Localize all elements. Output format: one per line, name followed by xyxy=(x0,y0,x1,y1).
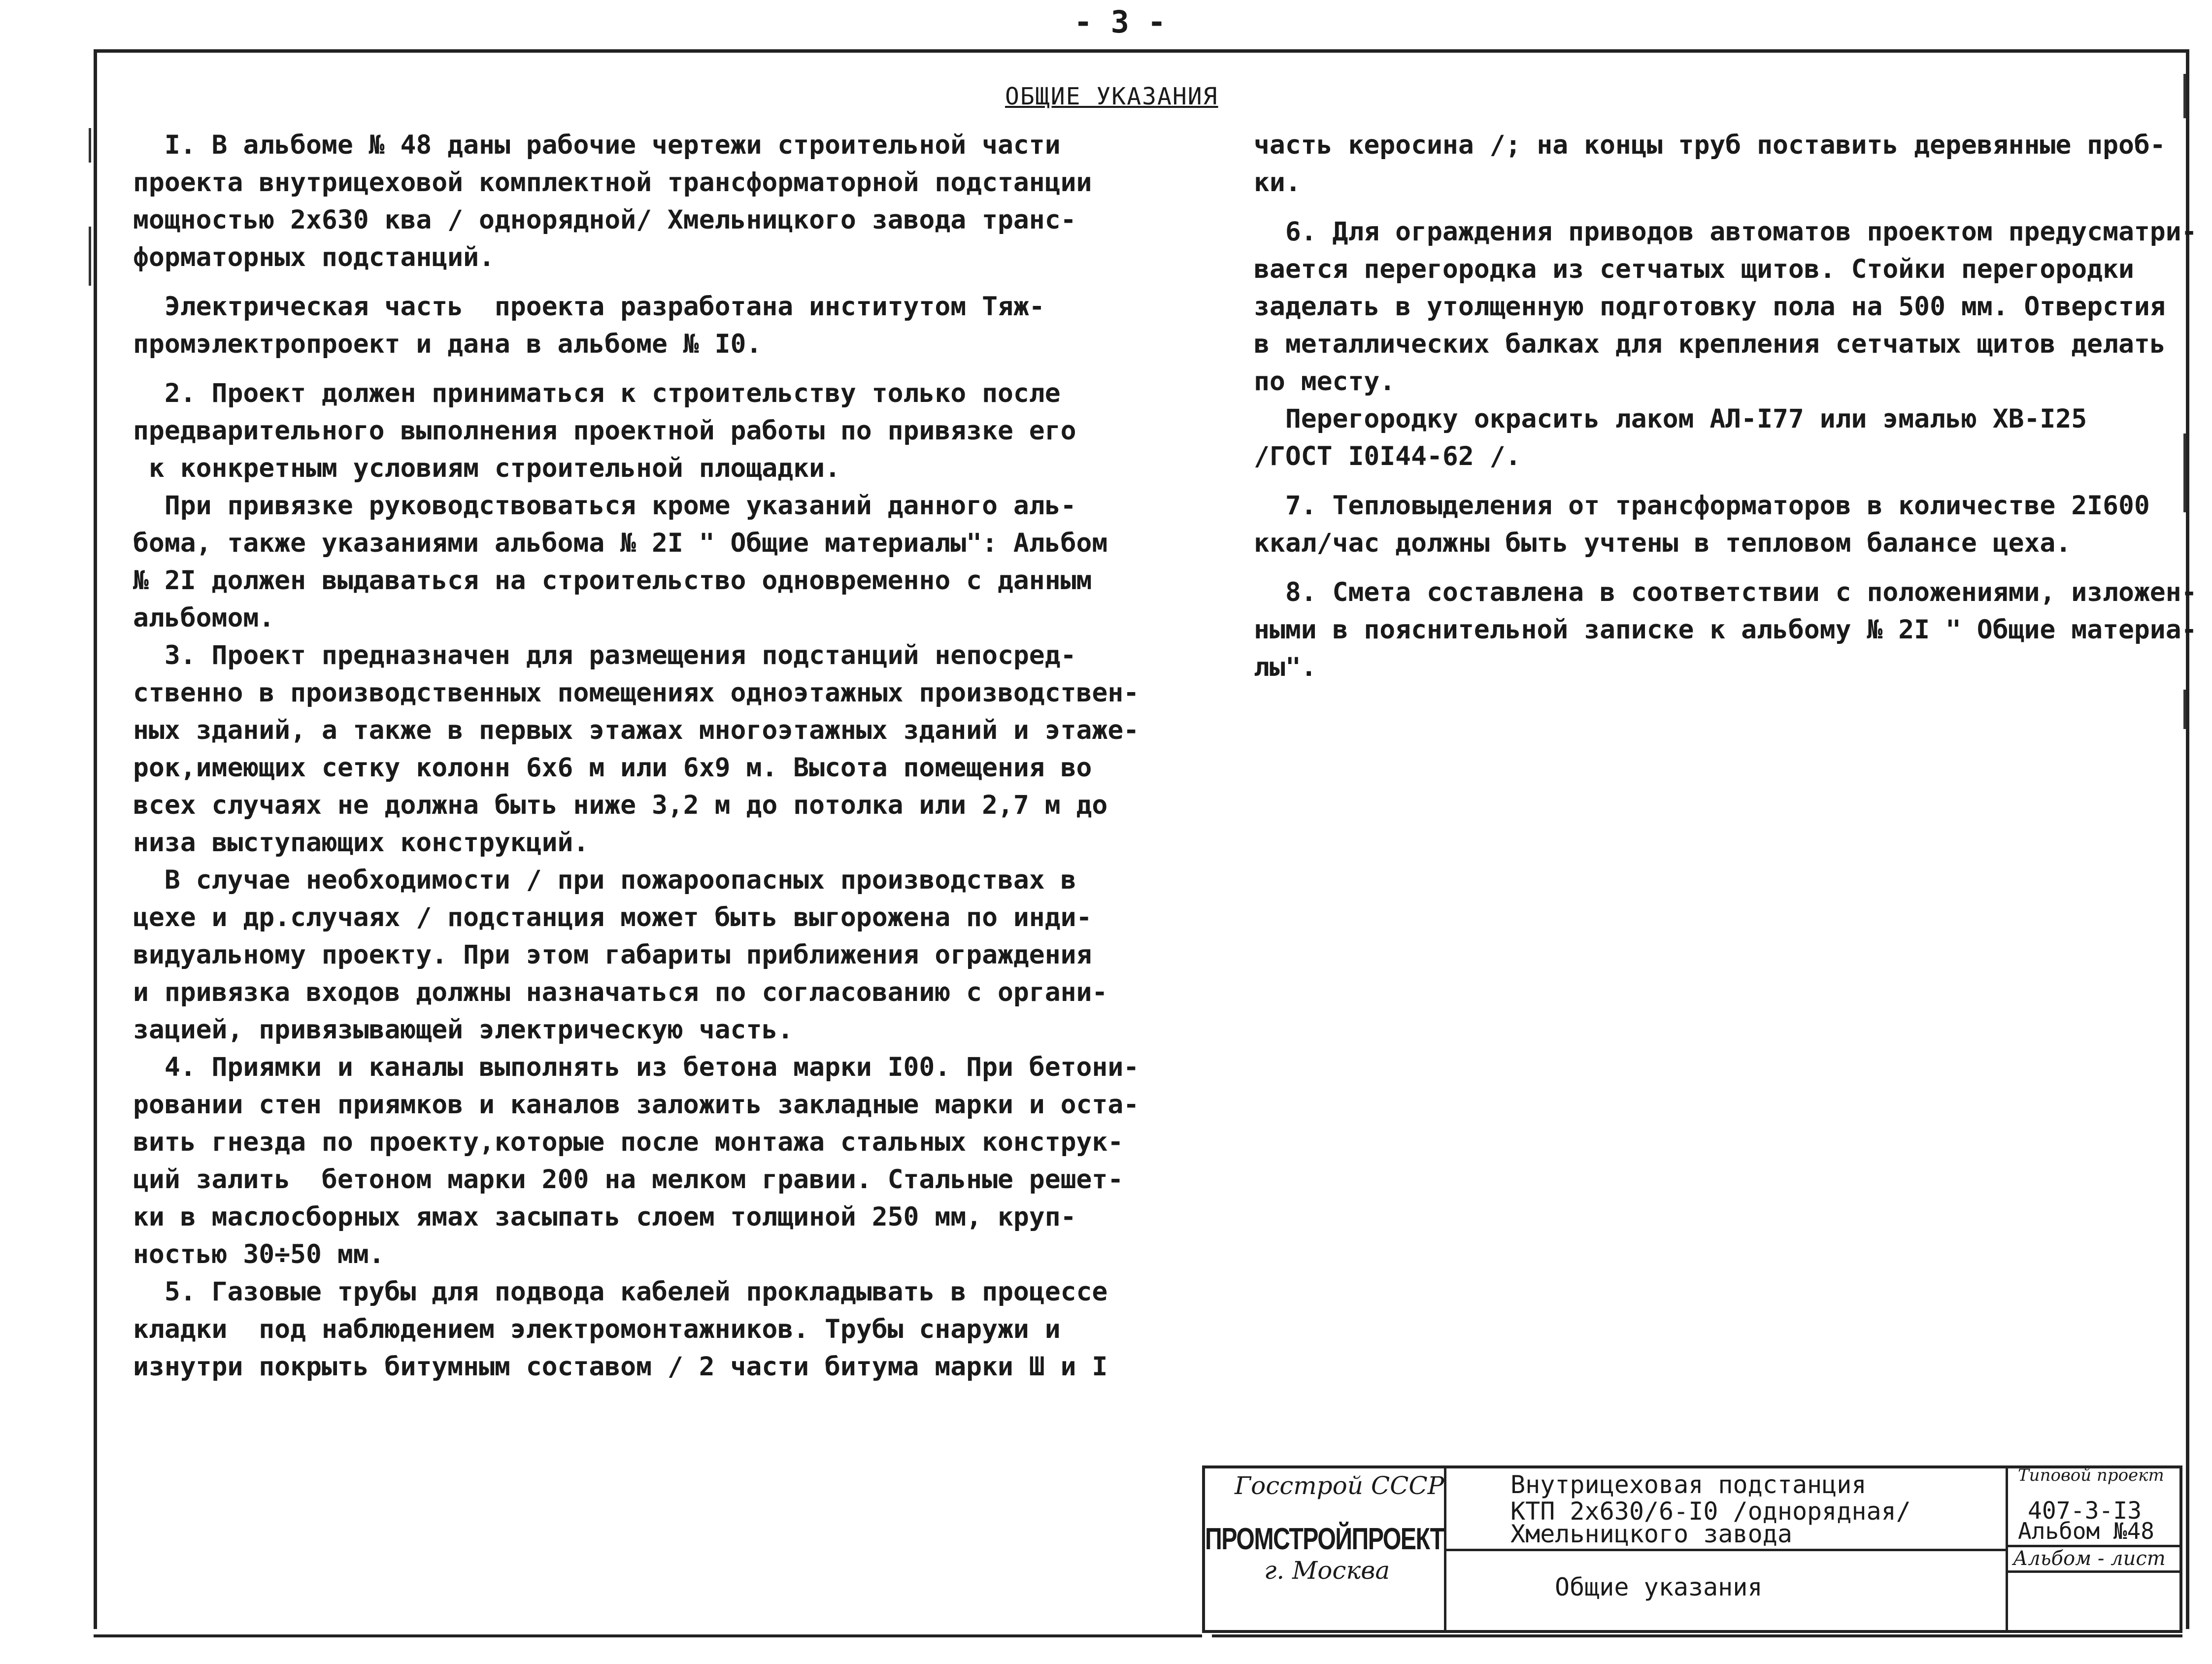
type-label: Типовой проект xyxy=(2018,1465,2164,1485)
paragraph-gap xyxy=(133,363,1139,375)
text-line: 7. Тепловыделения от трансформаторов в количестве 2I600 xyxy=(1254,491,2150,521)
text-line: кладки под наблюдением электромонтажников. Трубы снаружи и xyxy=(133,1314,1061,1344)
paragraph-gap xyxy=(133,276,1139,288)
text-line: /ГОСТ I0I44-62 /. xyxy=(1254,441,1521,471)
section-heading: ОБЩИЕ УКАЗАНИЯ xyxy=(1005,83,1218,110)
text-line: низа выступающих конструкций. xyxy=(133,828,589,858)
project-title-area xyxy=(1446,1468,2006,1551)
text-line: ных зданий, а также в первых этажах многоэтажных зданий и этаже- xyxy=(133,715,1140,745)
text-line: В случае необходимости / при пожароопасных производствах в xyxy=(133,865,1076,895)
project-title-line: КТП 2х630/6-I0 /однорядная/ xyxy=(1510,1497,1911,1526)
right-text-column xyxy=(1254,127,2197,686)
paragraph-gap xyxy=(1254,201,2197,213)
text-line: и привязка входов должны назначаться по согласованию с органи- xyxy=(133,977,1108,1007)
text-line: ки в маслосборных ямах засыпать слоем толщиной 250 мм, круп- xyxy=(133,1202,1076,1232)
text-line: № 2I должен выдаваться на строительство одновременно с данным xyxy=(133,566,1092,596)
text-line: ций залить бетоном марки 200 на мелком гравии. Стальные решет- xyxy=(133,1165,1124,1195)
text-line: 8. Смета составлена в соответствии с положениями, изложен- xyxy=(1254,577,2197,607)
text-line: альбомом. xyxy=(133,603,275,633)
text-line: ки. xyxy=(1254,167,1301,198)
paragraph-gap xyxy=(1254,562,2197,574)
text-line: заделать в утолщенную подготовку пола на 500 мм. Отверстия xyxy=(1254,292,2166,322)
binding-mark xyxy=(2183,690,2186,729)
sheet-title: Общие указания xyxy=(1555,1573,1763,1601)
text-line: всех случаях не должна быть ниже 3,2 м до потолка или 2,7 м до xyxy=(133,790,1108,820)
page-number: - 3 - xyxy=(1074,4,1166,40)
sheet-label: Альбом - лист xyxy=(2013,1547,2166,1570)
text-line: изнутри покрыть битумным составом / 2 части битума марки Ш и I xyxy=(133,1352,1108,1382)
text-line: рок,имеющих сетку колонн 6х6 м или 6х9 м. Высота помещения во xyxy=(133,753,1092,783)
text-line: ностью 30÷50 мм. xyxy=(133,1239,385,1269)
org-ministry: Госстрой СССР xyxy=(1235,1471,1444,1500)
left-text-column xyxy=(133,127,1139,1386)
project-title-line: Хмельницкого завода xyxy=(1510,1520,1792,1548)
text-line: предварительного выполнения проектной работы по привязке его xyxy=(133,416,1076,446)
organization-cell xyxy=(1205,1468,1446,1630)
sheet-label-area xyxy=(2008,1547,2179,1573)
org-city: г. Москва xyxy=(1264,1556,1390,1585)
frame-bottom-line-left xyxy=(94,1634,1202,1637)
title-block xyxy=(1202,1465,2182,1633)
text-line: Перегородку окрасить лаком АЛ-I77 или эмалью ХВ-I25 xyxy=(1254,404,2087,434)
text-line: бома, также указаниями альбома № 2I " Общие материалы": Альбом xyxy=(133,528,1108,558)
text-line: зацией, привязывающей электрическую часть. xyxy=(133,1015,794,1045)
text-line: цехе и др.случаях / подстанция может быть выгорожена по инди- xyxy=(133,902,1092,932)
text-line: вить гнезда по проекту,которые после монтажа стальных конструк- xyxy=(133,1127,1124,1157)
text-line: При привязке руководствоваться кроме указаний данного аль- xyxy=(133,491,1076,521)
reference-cell xyxy=(2008,1465,2179,1630)
text-line: ственно в производственных помещениях одноэтажных производствен- xyxy=(133,678,1140,708)
text-line: 4. Приямки и каналы выполнять из бетона марки I00. При бетони- xyxy=(133,1052,1140,1082)
text-line: к конкретным условиям строительной площадки. xyxy=(133,453,840,483)
text-line: 5. Газовые трубы для подвода кабелей прокладывать в процессе xyxy=(133,1277,1108,1307)
project-number-area xyxy=(2008,1465,2179,1547)
text-line: 3. Проект предназначен для размещения подстанций непосред- xyxy=(133,640,1076,670)
binding-mark xyxy=(89,128,91,163)
binding-mark xyxy=(89,227,91,286)
text-line: Электрическая часть проекта разработана институтом Тяж- xyxy=(133,292,1045,322)
text-line: по месту. xyxy=(1254,366,1396,397)
paragraph-gap xyxy=(1254,475,2197,487)
text-line: промэлектропроект и дана в альбоме № I0. xyxy=(133,329,762,359)
text-line: проекта внутрицеховой комплектной трансформаторной подстанции xyxy=(133,167,1092,198)
text-line: мощностью 2х630 ква / однорядной/ Хмельницкого завода транс- xyxy=(133,205,1076,235)
org-name: ПРОМСТРОЙПРОЕКТ xyxy=(1205,1522,1444,1556)
text-line: ровании стен приямков и каналов заложить закладные марки и оста- xyxy=(133,1090,1140,1120)
text-line: I. В альбоме № 48 даны рабочие чертежи строительной части xyxy=(133,130,1061,160)
text-line: вается перегородка из сетчатых щитов. Стойки перегородки xyxy=(1254,254,2134,284)
text-line: лы". xyxy=(1254,652,1317,682)
text-line: 6. Для ограждения приводов автоматов проектом предусматри- xyxy=(1254,217,2197,247)
project-number: 407-3-I3 xyxy=(2028,1497,2142,1525)
album-number: Альбом №48 xyxy=(2018,1518,2154,1544)
project-title-line: Внутрицеховая подстанция xyxy=(1510,1470,1867,1499)
text-line: ккал/час должны быть учтены в тепловом балансе цеха. xyxy=(1254,528,2072,558)
text-line: 2. Проект должен приниматься к строительству только после xyxy=(133,378,1061,408)
text-line: часть керосина /; на концы труб поставить деревянные проб- xyxy=(1254,130,2166,160)
binding-mark xyxy=(2183,74,2186,118)
project-cell xyxy=(1446,1468,2008,1630)
frame-bottom-line-right xyxy=(1212,1634,2182,1637)
text-line: форматорных подстанций. xyxy=(133,242,495,272)
text-line: видуальному проекту. При этом габариты приближения ограждения xyxy=(133,940,1092,970)
text-line: ными в пояснительной записке к альбому № 2I " Общие материа- xyxy=(1254,615,2197,645)
text-line: в металлических балках для крепления сетчатых щитов делать xyxy=(1254,329,2166,359)
